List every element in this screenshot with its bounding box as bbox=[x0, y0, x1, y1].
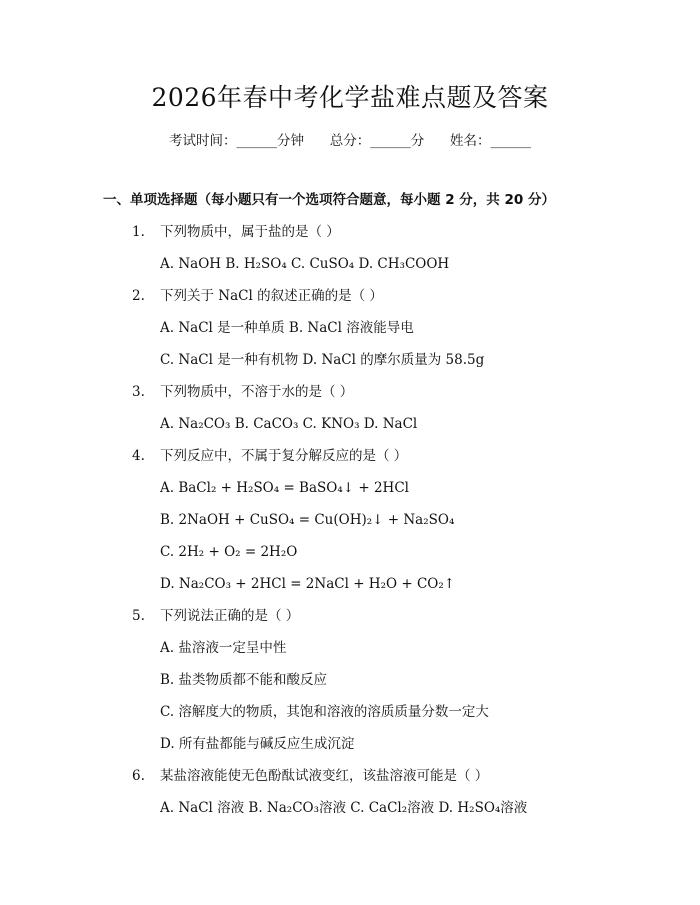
question-5-option-b: B. 盐类物质都不能和酸反应 bbox=[160, 672, 328, 688]
question-4-option-a: A. BaCl₂ + H₂SO₄ = BaSO₄↓ + 2HCl bbox=[160, 480, 409, 496]
question-3-number: 3. bbox=[132, 384, 145, 400]
question-5-option-c: C. 溶解度大的物质，其饱和溶液的溶质质量分数一定大 bbox=[160, 704, 489, 720]
question-5-option-a: A. 盐溶液一定呈中性 bbox=[160, 640, 287, 656]
question-2-options-cd: C. NaCl 是一种有机物 D. NaCl 的摩尔质量为 58.5g bbox=[160, 352, 485, 368]
question-2-stem: 下列关于 NaCl 的叙述正确的是（ ） bbox=[160, 288, 383, 304]
total-score-blank: ______ bbox=[370, 133, 411, 149]
question-5-number: 5. bbox=[132, 608, 145, 624]
question-1-number: 1. bbox=[132, 224, 145, 240]
exam-info-line bbox=[0, 131, 700, 151]
question-3-options: A. Na₂CO₃ B. CaCO₃ C. KNO₃ D. NaCl bbox=[160, 416, 418, 432]
question-5-stem: 下列说法正确的是（ ） bbox=[160, 608, 300, 624]
question-6-number: 6. bbox=[132, 768, 145, 784]
question-2-number: 2. bbox=[132, 288, 145, 304]
question-4-stem: 下列反应中，不属于复分解反应的是（ ） bbox=[160, 448, 408, 464]
question-4-number: 4. bbox=[132, 448, 145, 464]
exam-time-blank: ______ bbox=[236, 133, 277, 149]
question-1-stem: 下列物质中，属于盐的是（ ） bbox=[160, 224, 340, 240]
student-name-label: 姓名： bbox=[450, 133, 491, 149]
question-1-options: A. NaOH B. H₂SO₄ C. CuSO₄ D. CH₃COOH bbox=[160, 256, 450, 272]
section-heading: 一、单项选择题（每小题只有一个选项符合题意，每小题 2 分，共 20 分） bbox=[103, 192, 555, 208]
student-name-blank: ______ bbox=[490, 133, 531, 149]
question-6-options: A. NaCl 溶液 B. Na₂CO₃溶液 C. CaCl₂溶液 D. H₂SO₄溶液 bbox=[160, 800, 528, 816]
question-4-option-b: B. 2NaOH + CuSO₄ = Cu(OH)₂↓ + Na₂SO₄ bbox=[160, 512, 455, 528]
page-title: 2026年春中考化学盐难点题及答案 bbox=[151, 83, 549, 112]
exam-time-unit: 分钟 bbox=[277, 133, 304, 149]
exam-time-label: 考试时间： bbox=[169, 133, 237, 149]
question-4-option-c: C. 2H₂ + O₂ = 2H₂O bbox=[160, 544, 298, 560]
question-6-stem: 某盐溶液能使无色酚酞试液变红，该盐溶液可能是（ ） bbox=[160, 768, 489, 784]
question-4-option-d: D. Na₂CO₃ + 2HCl = 2NaCl + H₂O + CO₂↑ bbox=[160, 576, 456, 592]
question-5-option-d: D. 所有盐都能与碱反应生成沉淀 bbox=[160, 736, 355, 752]
total-score-unit: 分 bbox=[410, 133, 425, 149]
question-2-options-ab: A. NaCl 是一种单质 B. NaCl 溶液能导电 bbox=[160, 320, 414, 336]
question-3-stem: 下列物质中，不溶于水的是（ ） bbox=[160, 384, 354, 400]
total-score-label: 总分： bbox=[329, 133, 371, 149]
